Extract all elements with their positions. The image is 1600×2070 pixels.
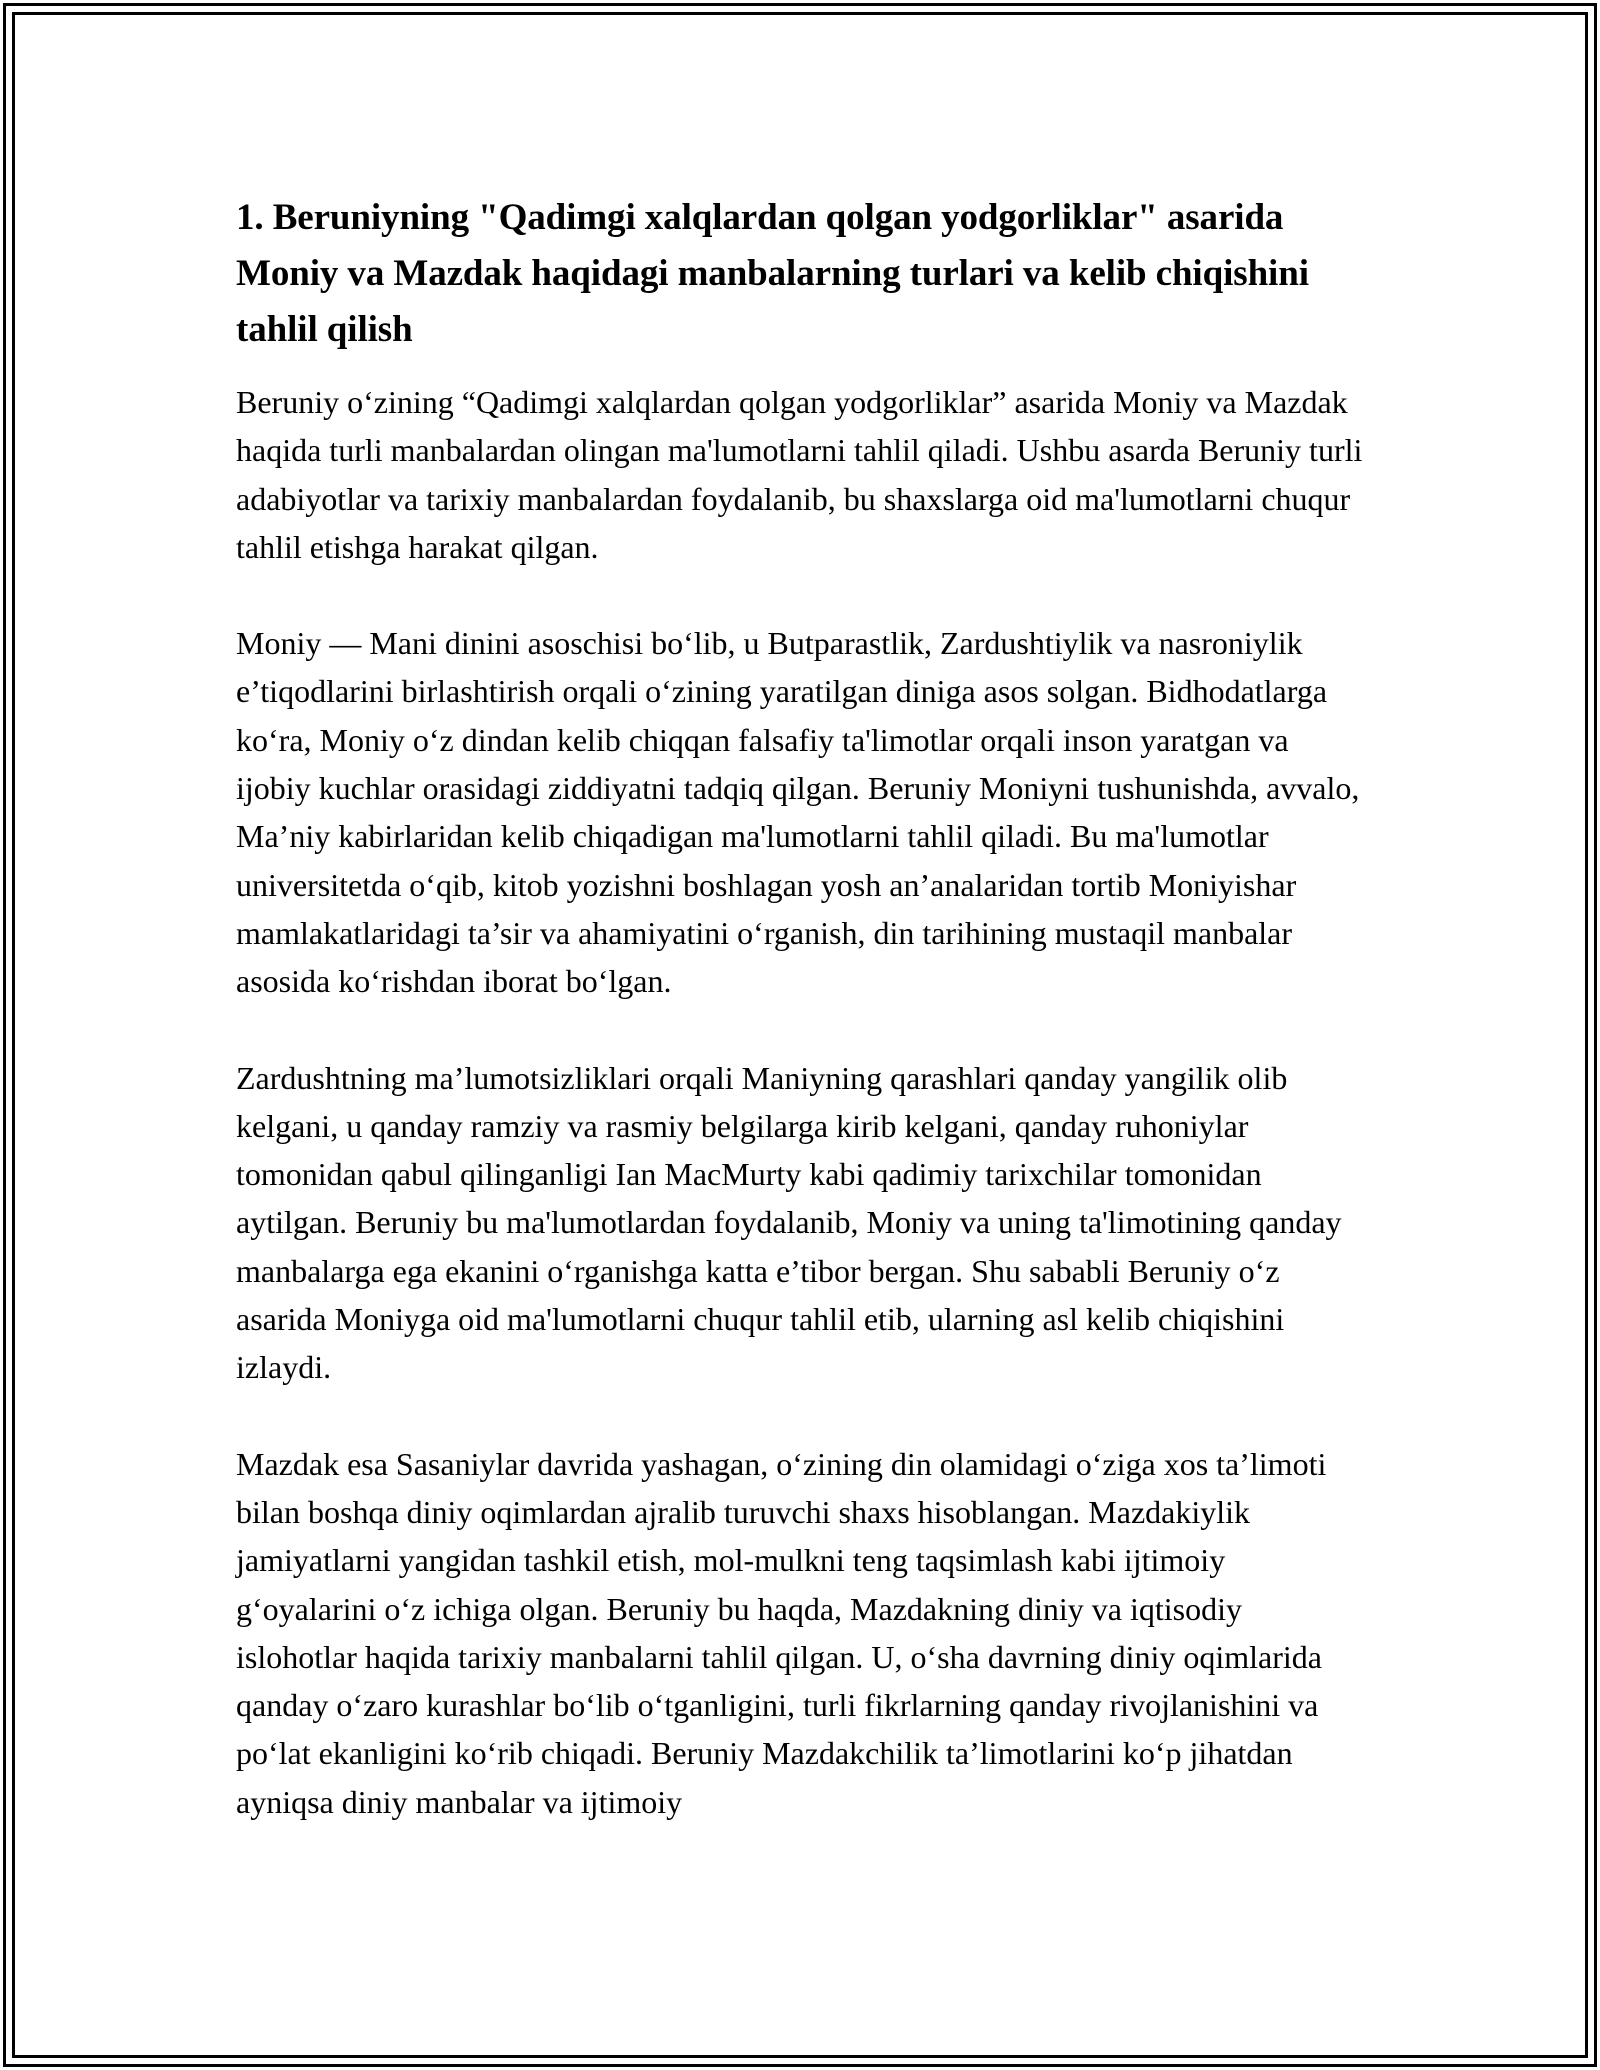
document-body	[236, 190, 1370, 1826]
paragraph-1: Beruniy o‘zining “Qadimgi xalqlardan qolgan yodgorliklar” asarida Moniy va Mazdak haqida turli manbalardan olingan ma'lumotlarni tahlil qiladi. Ushbu asarda Beruniy turli adabiyotlar va tarixiy manbalardan foydalanib, bu shaxslarga oid ma'lumotlarni chuqur tahlil etishga harakat qilgan.	[236, 384, 1363, 565]
paragraph-4: Mazdak esa Sasaniylar davrida yashagan, o‘zining din olamidagi o‘ziga xos ta’limoti bilan boshqa diniy oqimlardan ajralib turuvchi shaxs hisoblangan. Mazdakiylik jamiyatlarni yangidan tashkil etish, mol-mulkni teng taqsimlash kabi ijtimoiy g‘oyalarini o‘z ichiga olgan. Beruniy bu haqda, Mazdakning diniy va iqtisodiy islohotlar haqida tarixiy manbalarni tahlil qilgan. U, o‘sha davrning diniy oqimlarida qanday o‘zaro kurashlar bo‘lib o‘tganligini, turli fikrlarning qanday rivojlanishini va po‘lat ekanligini ko‘rib chiqadi. Beruniy Mazdakchilik ta’limotlarini ko‘p jihatdan ayniqsa diniy manbalar va ijtimoiy	[236, 1445, 1327, 1820]
paragraph-2: Moniy — Mani dinini asoschisi bo‘lib, u Butparastlik, Zardushtiylik va nasroniylik e’tiqodlarini birlashtirish orqali o‘zining yaratilgan diniga asos solgan. Bidhodatlarga ko‘ra, Moniy o‘z dindan kelib chiqqan falsafiy ta'limotlar orqali inson yaratgan va ijobiy kuchlar orasidagi ziddiyatni tadqiq qilgan. Beruniy Moniyni tushunishda, avvalo, Ma’niy kabirlaridan kelib chiqadigan ma'lumotlarni tahlil qiladi. Bu ma'lumotlar universitetda o‘qib, kitob yozishni boshlagan yosh an’analaridan tortib Moniyishar mamlakatlaridagi ta’sir va ahamiyatini o‘rganish, din tarihining mustaqil manbalar asosida ko‘rishdan iborat bo‘lgan.	[236, 625, 1360, 1000]
section-title: 1. Beruniyning "Qadimgi xalqlardan qolgan yodgorliklar" asarida Moniy va Mazdak haqidagi manbalarning turlari va kelib chiqishini tahlil qilish	[236, 197, 1309, 350]
paragraph-3: Zardushtning ma’lumotsizliklari orqali Maniyning qarashlari qanday yangilik olib kelgani, u qanday ramziy va rasmiy belgilarga kirib kelgani, qanday ruhoniylar tomonidan qabul qilinganligi Ian MacMurty kabi qadimiy tarixchilar tomonidan aytilgan. Beruniy bu ma'lumotlardan foydalanib, Moniy va uning ta'limotining qanday manbalarga ega ekanini o‘rganishga katta e’tibor bergan. Shu sababli Beruniy o‘z asarida Moniyga oid ma'lumotlarni chuqur tahlil etib, ularning asl kelib chiqishini izlaydi.	[236, 1059, 1342, 1386]
